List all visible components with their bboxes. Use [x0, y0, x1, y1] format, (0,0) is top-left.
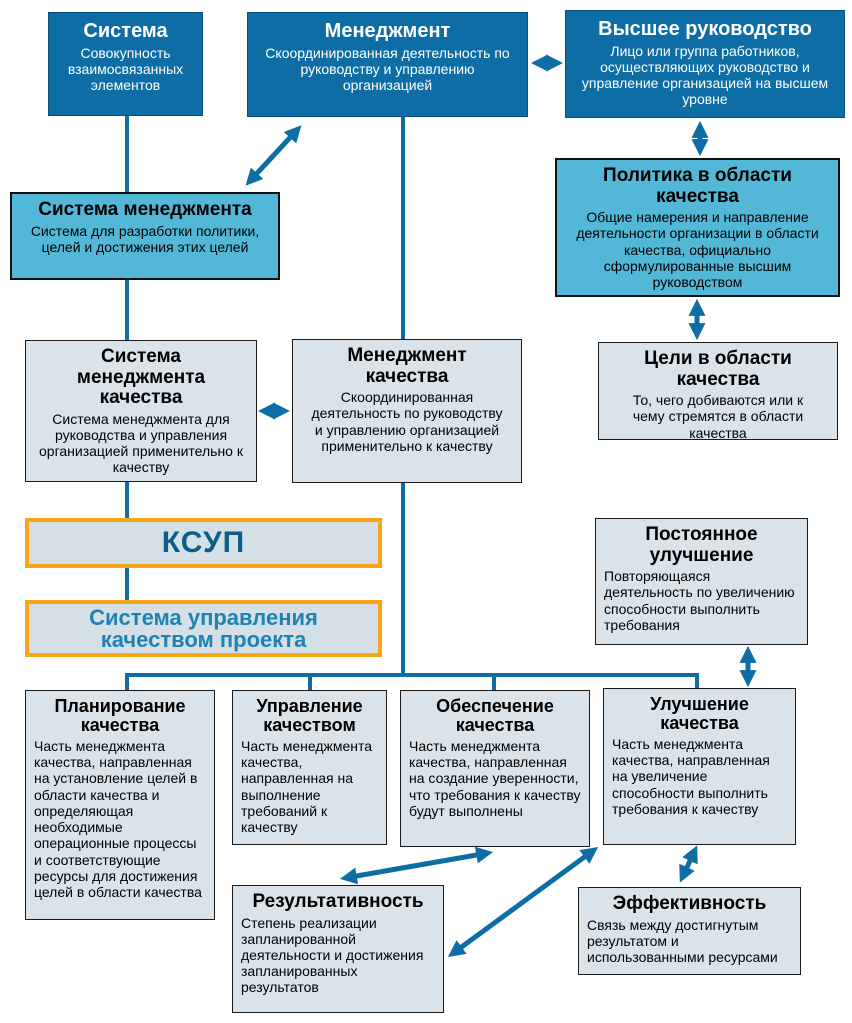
box-system-title: Система	[83, 20, 168, 42]
box-management-system	[10, 192, 280, 280]
box-management-title: Менеджмент	[324, 20, 451, 42]
box-effectiveness	[232, 885, 444, 1013]
box-management-system-body: Система для разработки политики, целей и достижения этих целей	[30, 222, 260, 255]
box-project-quality-system	[25, 600, 382, 657]
box-quality-planning-title: Планирование качества	[54, 696, 186, 736]
box-quality-management	[292, 339, 522, 483]
box-quality-policy-body: Общие намерения и направление деятельности организации в области качества, официально сформулированные высшим руководством	[576, 209, 819, 290]
arrow-quality-improvement-effectiveness	[452, 850, 594, 954]
box-top-management	[565, 10, 845, 118]
box-quality-management-system-body: Система менеджмента для руководства и управления организацией применительно к качеству	[39, 410, 243, 476]
box-quality-management-system-title: Система менеджмента качества	[76, 346, 206, 409]
box-quality-management-body: Скоординированная деятельность по руководству и управлению организацией применительно к качеству	[311, 389, 503, 454]
box-quality-management-title: Менеджмент качества	[347, 345, 467, 387]
box-quality-planning	[25, 690, 215, 920]
box-quality-improvement	[603, 688, 796, 845]
box-effectiveness-body: Степень реализации запланированной деятельности и достижения запланированных результатов	[241, 914, 424, 996]
box-quality-assurance-title: Обеспечение качества	[436, 696, 554, 736]
box-continual-improvement	[595, 518, 808, 645]
box-top-management-body: Лицо или группа работников, осуществляющих руководство и управление организацией на высшем уровне	[581, 42, 829, 108]
arrow-quality-assurance-effectiveness	[345, 853, 488, 878]
box-system-body: Совокупность взаимосвязанных элементов	[67, 44, 184, 94]
box-efficiency-body: Связь между достигнутым результатом и использованными ресурсами	[587, 916, 778, 965]
box-continual-improvement-title: Постоянное улучшение	[645, 524, 758, 566]
box-efficiency-title: Эффективность	[612, 893, 767, 914]
box-quality-assurance-body: Часть менеджмента качества, направленная на создание уверенности, что требования к качеству будут выполнены	[409, 737, 581, 819]
arrow-management-management-system	[249, 129, 298, 182]
box-quality-policy-title: Политика в области качества	[603, 165, 792, 207]
box-management-body: Скоординированная деятельность по руководству и управлению организацией	[265, 44, 510, 94]
box-quality-planning-body: Часть менеджмента качества, направленная на установление целей в области качества и определяющая необходимые операционные процессы и соответствующие ресурсы для достижения целей в области качества	[34, 737, 202, 900]
box-top-management-title: Высшее руководство	[598, 18, 812, 40]
box-quality-control-body: Часть менеджмента качества, направленная на выполнение требований к качеству	[241, 737, 373, 836]
box-system	[48, 12, 203, 116]
box-quality-objectives	[598, 342, 838, 440]
box-ksup-title: КСУП	[161, 526, 246, 559]
box-effectiveness-title: Результативность	[252, 891, 424, 912]
box-quality-management-system	[25, 340, 257, 482]
box-quality-improvement-title: Улучшение качества	[650, 694, 749, 734]
box-quality-objectives-body: То, чего добиваются или к чему стремятся в области качества	[632, 392, 804, 441]
box-continual-improvement-body: Повторяющаяся деятельность по увеличению способности выполнить требования	[604, 568, 795, 633]
box-quality-control	[232, 690, 387, 845]
box-quality-objectives-title: Цели в области качества	[644, 348, 792, 390]
box-quality-control-title: Управление качеством	[256, 696, 363, 736]
box-management-system-title: Система менеджмента	[38, 199, 252, 220]
box-efficiency	[578, 887, 801, 975]
box-quality-policy	[555, 158, 840, 297]
box-quality-improvement-body: Часть менеджмента качества, направленная на увеличение способности выполнить требования к качеству	[612, 735, 770, 817]
box-quality-assurance	[400, 690, 590, 847]
box-project-quality-system-title: Система управления качеством проекта	[89, 604, 318, 652]
box-management	[247, 12, 528, 117]
box-ksup	[25, 518, 382, 568]
arrow-quality-improvement-efficiency	[682, 850, 695, 878]
